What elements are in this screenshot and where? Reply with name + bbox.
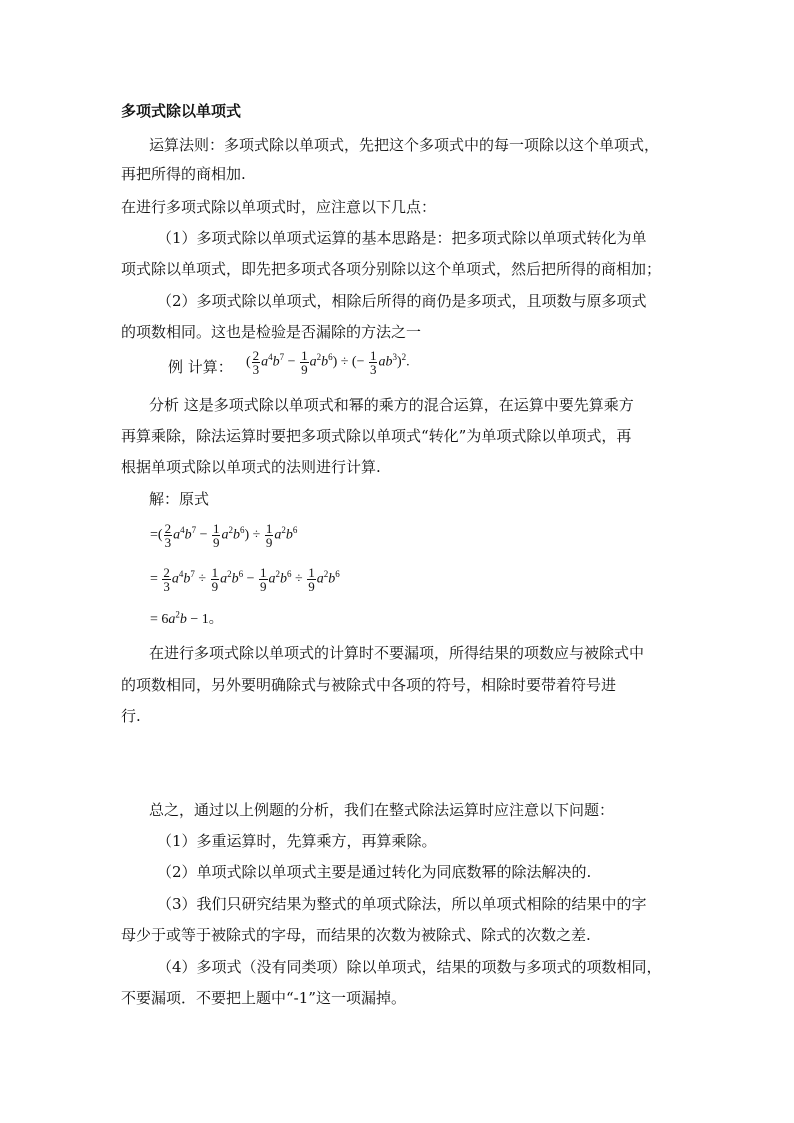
summary-item-3-line-2: 母少于或等于被除式的字母，而结果的次数为被除式、除式的次数之差. — [121, 926, 591, 944]
section-title: 多项式除以单项式 — [121, 102, 242, 120]
analysis-line-2: 再算乘除，除法运算时要把多项式除以单项式“转化”为单项式除以单项式，再 — [121, 427, 632, 445]
remark-line-1: 在进行多项式除以单项式的计算时不要漏项，所得结果的项数应与被除式中 — [149, 644, 645, 662]
summary-item-2: （2）单项式除以单项式主要是通过转化为同底数幂的除法解决的. — [157, 863, 592, 881]
point-1-line-2: 项式除以单项式，即先把多项式各项分别除以这个单项式，然后把所得的商相加； — [121, 260, 662, 278]
point-1-line-1: （1）多项式除以单项式运算的基本思路是：把多项式除以单项式转化为单 — [157, 229, 647, 247]
rule-line-2: 再把所得的商相加. — [121, 165, 246, 183]
summary-item-3-line-1: （3）我们只研究结果为整式的单项式除法，所以单项式相除的结果中的字 — [157, 895, 647, 913]
remark-line-3: 行. — [121, 707, 141, 725]
analysis-line-3: 根据单项式除以单项式的法则进行计算. — [121, 458, 381, 476]
summary-item-4-line-1: （4）多项式（没有同类项）除以单项式，结果的项数与多项式的项数相同， — [157, 958, 662, 976]
solution-label: 解：原式 — [149, 490, 210, 508]
note-intro: 在进行多项式除以单项式时，应注意以下几点： — [121, 198, 437, 216]
summary-intro: 总之，通过以上例题的分析，我们在整式除法运算时应注意以下问题： — [149, 801, 615, 819]
solution-step-3: = $6a^2b - 1$。 — [150, 609, 223, 627]
analysis-line-1: 分析 这是多项式除以单项式和幂的乘方的混合运算，在运算中要先算乘方 — [149, 396, 634, 414]
summary-item-1: （1）多重运算时，先算乘方，再算乘除。 — [157, 832, 437, 850]
example-label: 例 计算： — [168, 358, 233, 376]
summary-item-4-line-2: 不要漏项．不要把上题中“-1”这一项漏掉。 — [121, 989, 406, 1007]
solution-step-2: = $\frac{2}{3}$ $a^4b^7$ ÷ $\frac{1}{9}$ $a^2b^6$ − $\frac{1}{9}$ $a^2b^6$ ÷ $\frac{1}{9}$ $a^2b^6$ — [150, 565, 340, 594]
point-2-line-1: （2）多项式除以单项式，相除后所得的商仍是多项式，且项数与原多项式 — [157, 292, 647, 310]
example-expression: ( $\frac{2}{3}$ $a^4b^7$ − $\frac{1}{9}$ $a^2b^6$) ÷ (− $\frac{1}{3}$ $ab^3)^2$. — [246, 348, 410, 377]
point-2-line-2: 的项数相同。这也是检验是否漏除的方法之一 — [121, 323, 422, 341]
rule-line-1: 运算法则：多项式除以单项式，先把这个多项式中的每一项除以这个单项式， — [149, 136, 660, 154]
remark-line-2: 的项数相同，另外要明确除式与被除式中各项的符号，相除时要带着符号进 — [121, 676, 617, 694]
solution-step-1: =( $\frac{2}{3}$ $a^4b^7$ − $\frac{1}{9}$ $a^2b^6$) ÷ $\frac{1}{9}$ $a^2b^6$ — [150, 521, 298, 550]
